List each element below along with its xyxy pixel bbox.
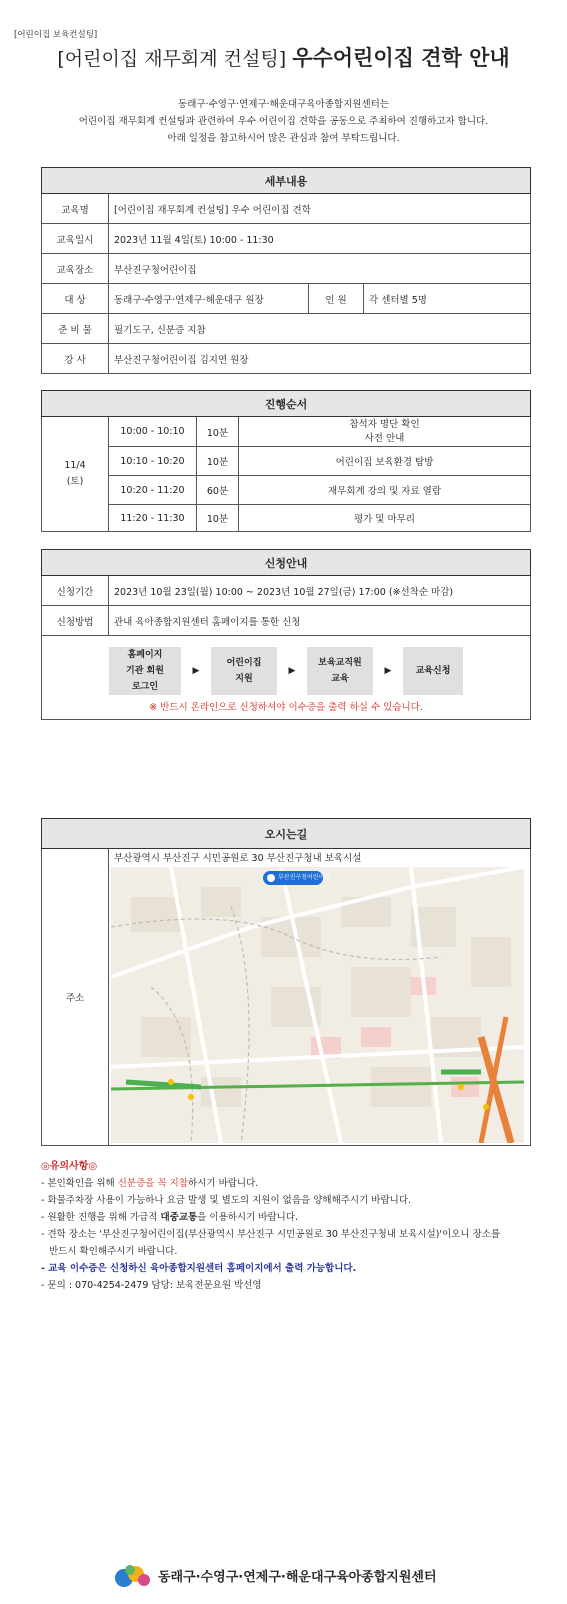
step-apply (403, 647, 463, 695)
schedule-desc: 어린이집 보육환경 탐방 (239, 447, 531, 476)
address-value: 부산광역시 부산진구 시민공원로 30 부산진구청내 보육시설 (109, 849, 531, 865)
step-text: 교육신청 (415, 665, 451, 676)
course-value: [어린이집 재무회계 컨설팅] 우수 어린이집 견학 (109, 194, 531, 224)
schedule-desc-line: 참석자 명단 확인 (349, 418, 420, 430)
arrow-icon: ▶ (384, 665, 392, 676)
map-cell (109, 865, 531, 1146)
step-text: 보육교직원 (318, 657, 362, 668)
schedule-desc: 재무회계 강의 및 자료 열람 (239, 476, 531, 505)
details-heading: 세부내용 (42, 168, 531, 194)
period-label: 신청기간 (42, 576, 109, 606)
schedule-time: 10:20 - 11:20 (109, 476, 197, 505)
schedule-desc (239, 417, 531, 447)
schedule-date-day: 11/4 (64, 460, 86, 471)
map-pin-label: 부산진구청어린이집 (278, 873, 331, 881)
schedule-desc-line: 사전 안내 (364, 432, 405, 444)
title-main: 우수어린이집 견학 안내 (292, 46, 510, 70)
schedule-time: 11:20 - 11:30 (109, 505, 197, 532)
intro-line: 어린이집 재무회계 컨설팅과 관련하여 우수 어린이집 견학을 공동으로 주최하여 진행하고자 합니다. (78, 116, 489, 127)
notes-heading: ◎유의사항◎ (41, 1161, 98, 1172)
note-highlight: 신분증을 꼭 지참 (117, 1178, 189, 1189)
prep-label: 준 비 물 (42, 314, 109, 344)
schedule-duration: 60분 (197, 476, 239, 505)
period-value: 2023년 10월 23일(월) 10:00 ~ 2023년 10월 27일(금) 17:00 (※선착순 마감) (109, 576, 531, 606)
step-staff-education (307, 647, 373, 695)
step-text: 지원 (235, 673, 253, 684)
schedule-time: 10:00 - 10:10 (109, 417, 197, 447)
schedule-date (42, 417, 109, 532)
schedule-table (41, 390, 531, 532)
schedule-desc: 평가 및 마무리 (239, 505, 531, 532)
method-value: 관내 육아종합지원센터 홈페이지를 통한 신청 (109, 606, 531, 636)
step-text: 기관 회원 (126, 665, 164, 676)
place-label: 교육장소 (42, 254, 109, 284)
footer (112, 1560, 437, 1590)
place-value: 부산진구청어린이집 (109, 254, 531, 284)
arrow-icon: ▶ (192, 665, 200, 676)
lecturer-label: 강 사 (42, 344, 109, 374)
note-text: 하시기 바랍니다. (188, 1178, 259, 1189)
step-daycare-support (211, 647, 277, 695)
location-map[interactable] (111, 867, 524, 1143)
course-label: 교육명 (42, 194, 109, 224)
note-location-cont: 반드시 확인해주시기 바랍니다. (49, 1246, 178, 1257)
schedule-date-weekday: (토) (66, 476, 84, 487)
note-text: 을 이용하시기 바랍니다. (197, 1212, 299, 1223)
people-value: 각 센터별 5명 (364, 284, 531, 314)
note-parking: - 화물주차장 사용이 가능하나 요금 발생 및 별도의 지원이 없음을 양해해주시기 바랍니다. (41, 1195, 412, 1206)
note-contact: - 문의 : 070-4254-2479 담당: 보육전문요원 박선영 (41, 1280, 262, 1291)
schedule-duration: 10분 (197, 447, 239, 476)
people-label: 인 원 (309, 284, 364, 314)
target-label: 대 상 (42, 284, 109, 314)
intro-line: 동래구·수영구·연제구·해운대구육아종합지원센터는 (178, 99, 389, 110)
directions-heading: 오시는길 (42, 819, 531, 849)
schedule-heading: 진행순서 (42, 391, 531, 417)
directions-table (41, 818, 531, 1146)
step-text: 로그인 (131, 681, 159, 692)
title-prefix: [어린이집 재무회계 컨설팅] (57, 48, 287, 70)
intro-line: 아래 일정을 참고하시어 많은 관심과 참여 부탁드립니다. (167, 133, 400, 144)
application-table (41, 549, 531, 720)
warning-text: ※ 반드시 온라인으로 신청하셔야 이수증을 출력 하실 수 있습니다. (149, 701, 423, 713)
application-flow-cell (42, 636, 531, 720)
application-flow (42, 639, 530, 699)
page-title (0, 42, 567, 72)
target-value: 동래구·수영구·연제구·해운대구 원장 (109, 284, 309, 314)
intro-text (0, 96, 567, 147)
note-location: - 견학 장소는 '부산진구청어린이집(부산광역시 부산진구 시민공원로 30 부산진구청내 보육시설)'이오니 장소를 (41, 1229, 501, 1240)
address-label: 주소 (42, 849, 109, 1146)
note-bold: 대중교통 (160, 1212, 198, 1223)
schedule-time: 10:10 - 10:20 (109, 447, 197, 476)
step-text: 홈페이지 (127, 649, 163, 660)
details-table (41, 167, 531, 374)
note-text: - 본인확인을 위해 (41, 1178, 118, 1189)
date-value: 2023년 11월 4일(토) 10:00 - 11:30 (109, 224, 531, 254)
note-certificate: - 교육 이수증은 신청하신 육아종합지원센터 홈페이지에서 출력 가능합니다. (41, 1263, 357, 1274)
note-id (41, 1175, 546, 1192)
center-logo-icon (112, 1560, 152, 1590)
method-label: 신청방법 (42, 606, 109, 636)
notes-section (41, 1158, 546, 1294)
step-login (109, 647, 181, 695)
note-text: - 원활한 진행을 위해 가급적 (41, 1212, 161, 1223)
map-graphic (111, 867, 524, 1143)
footer-org-name: 동래구·수영구·연제구·해운대구육아종합지원센터 (158, 1569, 437, 1585)
step-text: 어린이집 (226, 657, 262, 668)
schedule-duration: 10분 (197, 505, 239, 532)
arrow-icon: ▶ (288, 665, 296, 676)
date-label: 교육일시 (42, 224, 109, 254)
prep-value: 필기도구, 신분증 지참 (109, 314, 531, 344)
schedule-duration: 10분 (197, 417, 239, 447)
note-transit (41, 1209, 546, 1226)
lecturer-value: 부산진구청어린이집 김지연 원장 (109, 344, 531, 374)
step-text: 교육 (331, 673, 349, 684)
category-tag: [어린이집 보육컨설팅] (14, 30, 98, 40)
application-heading: 신청안내 (42, 550, 531, 576)
